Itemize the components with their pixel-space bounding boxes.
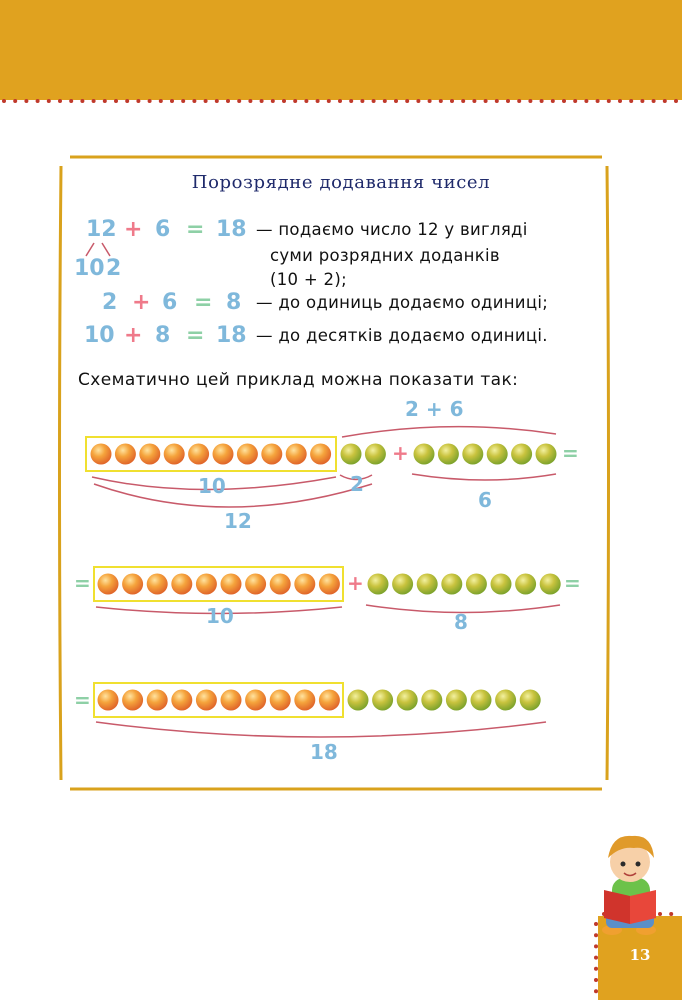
green-bead	[421, 690, 442, 711]
orange-bead	[261, 444, 282, 465]
row1-plus-sign: +	[392, 441, 409, 465]
row1-two-label: 2	[350, 472, 364, 496]
orange-bead	[270, 690, 291, 711]
orange-bead	[221, 574, 242, 595]
green-bead	[536, 444, 557, 465]
orange-bead	[122, 574, 143, 595]
green-bead	[446, 690, 467, 711]
eq1-desc-line3: (10 + 2);	[270, 270, 347, 289]
orange-bead	[98, 574, 119, 595]
green-bead	[365, 444, 386, 465]
green-bead	[372, 690, 393, 711]
eq1-a: 12	[86, 217, 117, 242]
eq1-result: 18	[216, 217, 247, 242]
orange-bead	[171, 574, 192, 595]
eq3-a: 10	[84, 323, 115, 348]
page-title: Порозрядне додавання чисел	[191, 172, 491, 193]
green-bead	[515, 574, 536, 595]
eq2-a: 2	[102, 290, 118, 315]
orange-bead	[196, 574, 217, 595]
row2-equals-sign: =	[564, 571, 581, 595]
green-bead	[368, 574, 389, 595]
orange-bead	[270, 574, 291, 595]
eq3-b: 8	[155, 323, 171, 348]
green-bead	[540, 574, 561, 595]
eq3-op: +	[124, 323, 143, 348]
orange-bead	[294, 574, 315, 595]
row2-lead-equals: =	[74, 571, 91, 595]
eq1-equals: =	[186, 217, 205, 242]
row3-lead-equals: =	[74, 688, 91, 712]
row1-equals-sign: =	[562, 441, 579, 465]
orange-bead	[164, 444, 185, 465]
row1-ten-label: 10	[198, 474, 226, 498]
orange-bead	[319, 574, 340, 595]
orange-bead	[147, 690, 168, 711]
orange-bead	[122, 690, 143, 711]
row3-eighteen-arc	[96, 722, 546, 737]
green-bead	[414, 444, 435, 465]
eq2-equals: =	[194, 290, 213, 315]
green-bead	[466, 574, 487, 595]
orange-bead	[319, 690, 340, 711]
orange-bead	[237, 444, 258, 465]
orange-bead	[147, 574, 168, 595]
green-bead	[520, 690, 541, 711]
orange-bead	[310, 444, 331, 465]
eq3-desc: — до десятків додаємо одиниці.	[256, 326, 548, 345]
eq1-op: +	[124, 217, 143, 242]
orange-bead	[286, 444, 307, 465]
green-bead	[491, 574, 512, 595]
row2-ten-label: 10	[206, 604, 234, 628]
orange-bead	[115, 444, 136, 465]
orange-bead	[213, 444, 234, 465]
row1-top-label: 2 + 6	[405, 397, 464, 421]
orange-bead	[245, 574, 266, 595]
green-bead	[392, 574, 413, 595]
green-bead	[341, 444, 362, 465]
eq1-b: 6	[155, 217, 171, 242]
orange-bead	[188, 444, 209, 465]
green-bead	[471, 690, 492, 711]
row1-top-arc	[342, 427, 556, 437]
page-number: 13	[629, 946, 651, 964]
row2-eight-label: 8	[454, 610, 468, 634]
orange-bead	[139, 444, 160, 465]
orange-bead	[245, 690, 266, 711]
eq3-equals: =	[186, 323, 205, 348]
green-bead	[495, 690, 516, 711]
green-bead	[462, 444, 483, 465]
orange-bead	[221, 690, 242, 711]
scheme-lead-text: Схематично цей приклад можна показати так:	[78, 370, 519, 390]
eq2-op: +	[132, 290, 151, 315]
orange-bead	[294, 690, 315, 711]
green-bead	[438, 444, 459, 465]
eq1-desc-line1: — подаємо число 12 у вигляді	[256, 220, 528, 239]
green-bead	[441, 574, 462, 595]
row3-eighteen-label: 18	[310, 740, 338, 764]
eq2-b: 6	[162, 290, 178, 315]
row1-six-label: 6	[478, 488, 492, 512]
orange-bead	[196, 690, 217, 711]
eq1-split-ten: 10	[74, 256, 105, 281]
orange-bead	[98, 690, 119, 711]
row2-plus-sign: +	[347, 571, 364, 595]
orange-bead	[171, 690, 192, 711]
green-bead	[511, 444, 532, 465]
eq1-desc-line2: суми розрядних доданків	[270, 246, 500, 265]
eq1-split-two: 2	[106, 256, 122, 281]
orange-bead	[91, 444, 112, 465]
eq2-desc: — до одиниць додаємо одиниці;	[256, 293, 549, 312]
green-bead	[417, 574, 438, 595]
eq3-result: 18	[216, 323, 247, 348]
row1-twelve-label: 12	[224, 509, 252, 533]
green-bead	[487, 444, 508, 465]
row1-six-arc	[412, 474, 556, 480]
row1-twelve-arc	[94, 484, 372, 507]
eq2-result: 8	[226, 290, 242, 315]
green-bead	[397, 690, 418, 711]
green-bead	[348, 690, 369, 711]
